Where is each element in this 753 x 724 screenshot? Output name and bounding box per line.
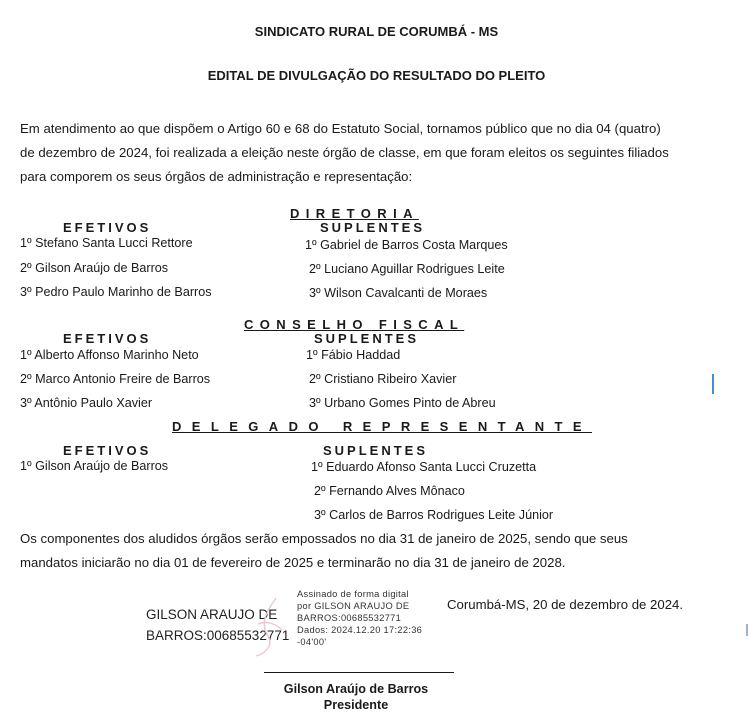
efetivos-header: EFETIVOS [63, 331, 152, 346]
intro-line: Em atendimento ao que dispõem o Artigo 60 e 68 do Estatuto Social, tornamos público que no dia 04 (quatro) [20, 121, 661, 136]
section-title-delegado-representante: DELEGADO REPRESENTANTE [172, 419, 592, 434]
suplentes-header: SUPLENTES [323, 443, 429, 458]
suplente-item: 2º Luciano Aguillar Rodrigues Leite [309, 262, 505, 276]
digital-signature-details [297, 588, 422, 648]
signature-detail-line: BARROS:00685532771 [297, 613, 402, 623]
suplente-item: 1º Eduardo Afonso Santa Lucci Cruzetta [311, 460, 537, 474]
place-and-date: Corumbá-MS, 20 de dezembro de 2024. [447, 597, 684, 612]
signature-detail-line: Assinado de forma digital [297, 589, 409, 599]
efetivo-item: 3º Pedro Paulo Marinho de Barros [20, 285, 212, 299]
signature-scribble-icon [246, 594, 294, 658]
signature-detail-line: por GILSON ARAUJO DE [297, 601, 410, 611]
signature-name-line: BARROS:00685532771 [146, 628, 290, 643]
signature-detail-line: -04'00' [297, 637, 327, 647]
suplente-item: 1º Gabriel de Barros Costa Marques [305, 238, 508, 252]
margin-mark [712, 374, 714, 394]
suplente-item: 2º Fernando Alves Mônaco [314, 484, 465, 498]
signer-role: Presidente [323, 698, 389, 712]
suplentes-header: SUPLENTES [320, 220, 426, 235]
closing-line: Os componentes dos aludidos órgãos serão empossados no dia 31 de janeiro de 2025, sendo que seus [20, 531, 628, 546]
section-title-diretoria: DIRETORIA [290, 206, 419, 221]
closing-paragraph [20, 527, 720, 575]
signature-detail-line: Dados: 2024.12.20 17:22:36 [297, 625, 423, 635]
signature-name-line: GILSON ARAUJO DE [146, 607, 278, 622]
document-title: EDITAL DE DIVULGAÇÃO DO RESULTADO DO PLEITO [207, 68, 546, 83]
suplente-item: 2º Cristiano Ribeiro Xavier [309, 372, 457, 386]
efetivo-item: 2º Marco Antonio Freire de Barros [20, 372, 211, 386]
efetivo-item: 3º Antônio Paulo Xavier [20, 396, 153, 410]
efetivo-item: 1º Gilson Araújo de Barros [20, 459, 169, 473]
efetivos-header: EFETIVOS [63, 443, 152, 458]
intro-line: para comporem os seus órgãos de administração e representação: [20, 169, 413, 184]
efetivos-header: EFETIVOS [63, 220, 152, 235]
intro-paragraph [20, 117, 720, 189]
signer-name: Gilson Araújo de Barros [283, 682, 429, 696]
efetivo-item: 1º Alberto Affonso Marinho Neto [20, 348, 199, 362]
org-name: SINDICATO RURAL DE CORUMBÁ - MS [254, 24, 499, 39]
closing-line: mandatos iniciarão no dia 01 de fevereiro de 2025 e terminarão no dia 31 de janeiro de 2028. [20, 555, 566, 570]
suplente-item: 3º Urbano Gomes Pinto de Abreu [309, 396, 496, 410]
efetivo-item: 2º Gilson Araújo de Barros [20, 261, 169, 275]
signature-line [264, 672, 454, 673]
suplente-item: 1º Fábio Haddad [306, 348, 401, 362]
suplente-item: 3º Wilson Cavalcanti de Moraes [309, 286, 488, 300]
suplentes-header: SUPLENTES [314, 331, 420, 346]
margin-mark [746, 624, 748, 636]
intro-line: de dezembro de 2024, foi realizada a eleição neste órgão de classe, em que foram eleitos os seguintes filiados [20, 145, 669, 160]
efetivo-item: 1º Stefano Santa Lucci Rettore [20, 236, 193, 250]
section-title-conselho-fiscal: CONSELHO FISCAL [244, 317, 465, 332]
suplente-item: 3º Carlos de Barros Rodrigues Leite Júnior [314, 508, 554, 522]
